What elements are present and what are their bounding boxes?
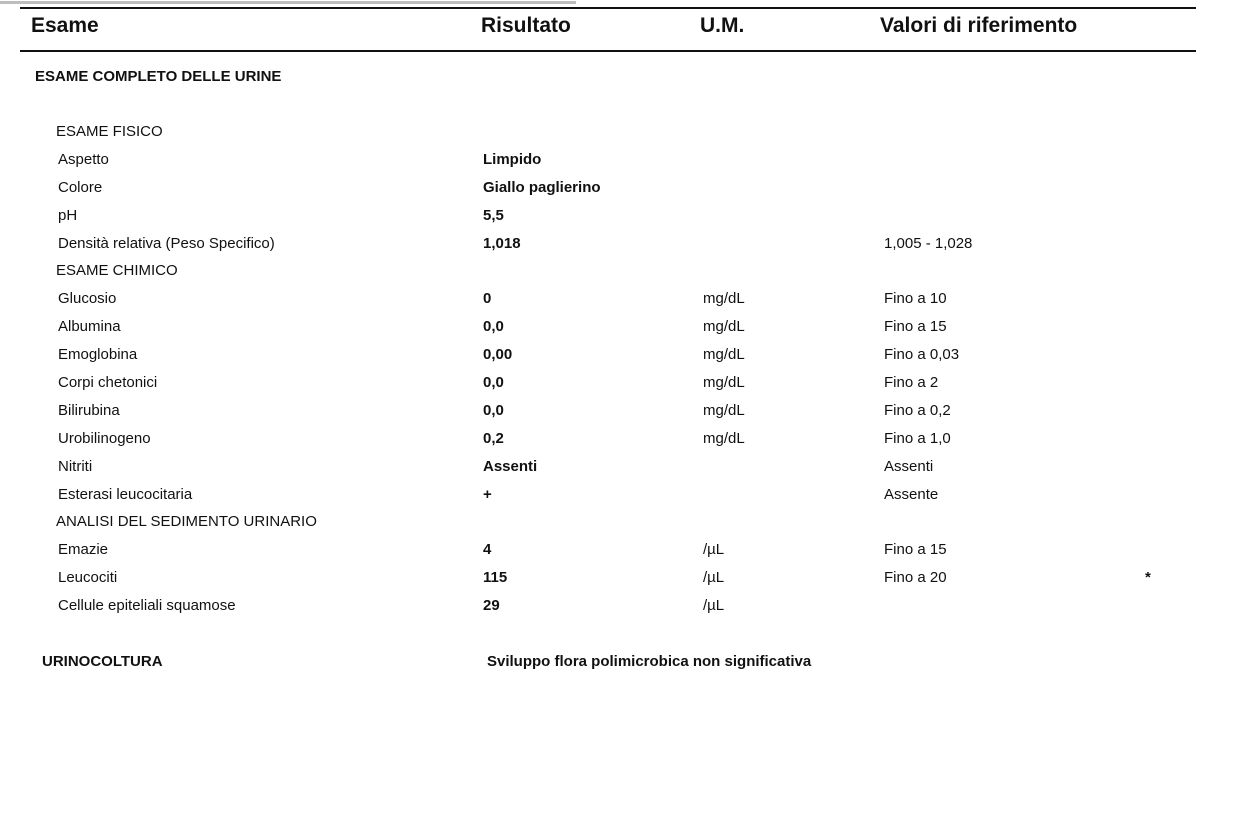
reference-range: Fino a 15	[884, 318, 947, 336]
exam-name: ESAME FISICO	[56, 123, 163, 140]
results-table	[0, 118, 1248, 620]
result-value: 0,0	[483, 318, 504, 336]
table-row	[0, 230, 1248, 258]
table-row	[0, 481, 1248, 509]
result-value: 29	[483, 597, 500, 615]
exam-name: ESAME CHIMICO	[56, 262, 178, 280]
exam-name: Leucociti	[58, 569, 118, 587]
header-bottom-rule	[20, 50, 1196, 52]
exam-name: Corpi chetonici	[58, 374, 158, 392]
unit: /µL	[703, 569, 725, 587]
table-row	[0, 146, 1248, 174]
exam-name: Emazie	[58, 541, 109, 559]
reference-range: Fino a 1,0	[884, 429, 951, 447]
unit: /µL	[703, 541, 725, 559]
column-header-unit: U.M.	[700, 14, 745, 37]
unit: mg/dL	[703, 429, 745, 447]
result-value: 5,5	[483, 206, 504, 224]
reference-range: Fino a 0,2	[884, 401, 951, 419]
culture-name: URINOCOLTURA	[42, 653, 163, 670]
exam-name: Albumina	[58, 318, 121, 336]
exam-name: Densità relativa (Peso Specifico)	[58, 234, 275, 252]
exam-name: Aspetto	[58, 150, 109, 168]
exam-name: Cellule epiteliali squamose	[58, 597, 236, 615]
result-value: 1,018	[483, 234, 521, 252]
result-value: 4	[483, 541, 492, 559]
unit: mg/dL	[703, 318, 745, 336]
reference-range: Fino a 0,03	[884, 346, 960, 364]
table-row	[0, 174, 1248, 202]
result-value: 0,0	[483, 374, 504, 392]
table-row	[0, 369, 1248, 397]
subsection-header	[0, 118, 1248, 146]
table-row	[0, 313, 1248, 341]
result-value: 0,00	[483, 346, 513, 364]
reference-range: Fino a 10	[884, 290, 947, 308]
result-value: +	[483, 485, 492, 503]
unit: mg/dL	[703, 346, 745, 364]
abnormal-flag: *	[1145, 569, 1151, 587]
exam-name: Esterasi leucocitaria	[58, 485, 193, 503]
exam-name: ANALISI DEL SEDIMENTO URINARIO	[56, 513, 317, 531]
table-row	[0, 592, 1248, 620]
reference-range: Fino a 2	[884, 374, 939, 392]
exam-name: Glucosio	[58, 290, 117, 308]
exam-name: pH	[58, 206, 78, 224]
result-value: Limpido	[483, 150, 542, 168]
subsection-header	[0, 257, 1248, 285]
exam-name: Colore	[58, 178, 103, 196]
subsection-header	[0, 508, 1248, 536]
reference-range: Assenti	[884, 457, 934, 475]
result-value: Assenti	[483, 457, 538, 475]
table-row	[0, 285, 1248, 313]
exam-name: Emoglobina	[58, 346, 138, 364]
unit: mg/dL	[703, 401, 745, 419]
table-row	[0, 425, 1248, 453]
table-row	[0, 341, 1248, 369]
column-header-exam: Esame	[31, 14, 99, 37]
table-row	[0, 202, 1248, 230]
reference-range: Assente	[884, 485, 939, 503]
culture-result: Sviluppo flora polimicrobica non significativa	[487, 653, 812, 670]
exam-name: Bilirubina	[58, 401, 120, 419]
exam-name: Urobilinogeno	[58, 429, 151, 447]
scan-edge-line	[0, 1, 576, 4]
table-row	[0, 453, 1248, 481]
table-row	[0, 564, 1248, 592]
column-header-reference: Valori di riferimento	[880, 14, 1078, 37]
reference-range: 1,005 - 1,028	[884, 234, 973, 252]
result-value: 0,2	[483, 429, 504, 447]
unit: mg/dL	[703, 374, 745, 392]
section-title: ESAME COMPLETO DELLE URINE	[35, 68, 282, 85]
column-header-result: Risultato	[481, 14, 571, 37]
reference-range: Fino a 15	[884, 541, 947, 559]
reference-range: Fino a 20	[884, 569, 947, 587]
result-value: Giallo paglierino	[483, 178, 601, 196]
table-row	[0, 397, 1248, 425]
unit: /µL	[703, 597, 725, 615]
unit: mg/dL	[703, 290, 745, 308]
exam-name: Nitriti	[58, 457, 93, 475]
header-top-rule	[20, 7, 1196, 9]
table-row	[0, 536, 1248, 564]
result-value: 115	[483, 569, 508, 587]
result-value: 0,0	[483, 401, 504, 419]
result-value: 0	[483, 290, 492, 308]
